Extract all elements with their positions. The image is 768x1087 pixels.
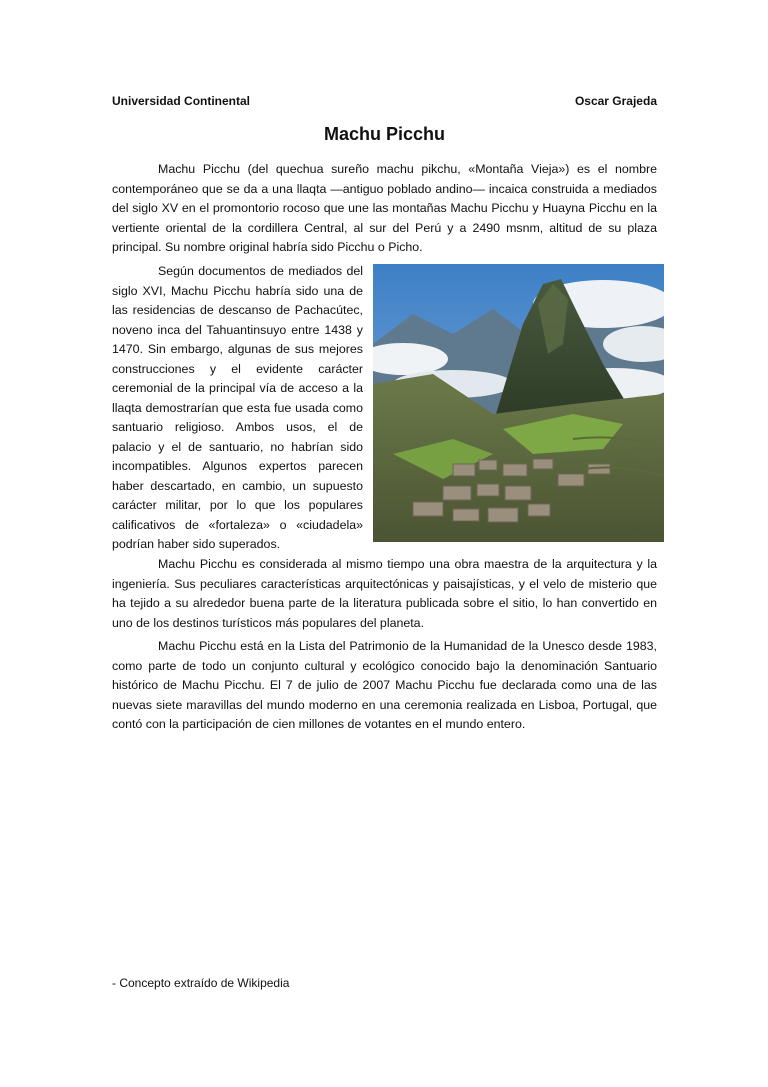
machu-picchu-photo: [373, 264, 664, 542]
paragraph-2: Según documentos de mediados del siglo XVI, Machu Picchu habría sido una de las residencias de descanso de Pachacútec, noveno inca del Tahuantinsuyo entre 1438 y 1470. Sin embargo, algunas de sus mejores construcciones y el evidente carácter ceremonial de la principal vía de acceso a la llaqta demostrarían que esta fue usada como santuario religioso. Ambos usos, el de palacio y el de santuario, no habrían sido incompatibles. Algunos expertos parecen haber descartado, en cambio, un supuesto carácter militar, por lo que los populares calificativos de «fortaleza» o «ciudadela» podrían haber sido superados.: [112, 264, 363, 551]
document-title: Machu Picchu: [323, 124, 446, 144]
header-author: Oscar Grajeda: [574, 94, 657, 108]
page-header: [112, 94, 657, 108]
paragraph-3: Machu Picchu es considerada al mismo tiempo una obra maestra de la arquitectura y la ingeniería. Sus peculiares características arquitectónicas y paisajísticas, y el velo de misterio que ha tejido a su alrededor buena parte de la literatura publicada sobre el sitio, lo han convertido en uno de los destinos turísticos más populares del planeta.: [112, 557, 657, 630]
source-note: - Concepto extraído de Wikipedia: [112, 976, 290, 990]
paragraph-1: Machu Picchu (del quechua sureño machu pikchu, «Montaña Vieja») es el nombre contemporáneo que se da a una llaqta —antiguo poblado andino— incaica construida a mediados del siglo XV en el promontorio rocoso que une las montañas Machu Picchu y Huayna Picchu en la vertiente oriental de la cordillera Central, al sur del Perú y a 2490 msnm, altitud de su plaza principal. Su nombre original habría sido Picchu o Picho.: [112, 162, 657, 254]
paragraph-4: Machu Picchu está en la Lista del Patrimonio de la Humanidad de la Unesco desde 1983, como parte de todo un conjunto cultural y ecológico conocido bajo la denominación Santuario histórico de Machu Picchu. El 7 de julio de 2007 Machu Picchu fue declarada como una de las nuevas siete maravillas del mundo moderno en una ceremonia realizada en Lisboa, Portugal, que contó con la participación de cien millones de votantes en el mundo entero.: [112, 639, 657, 731]
header-institution: Universidad Continental: [112, 94, 251, 108]
